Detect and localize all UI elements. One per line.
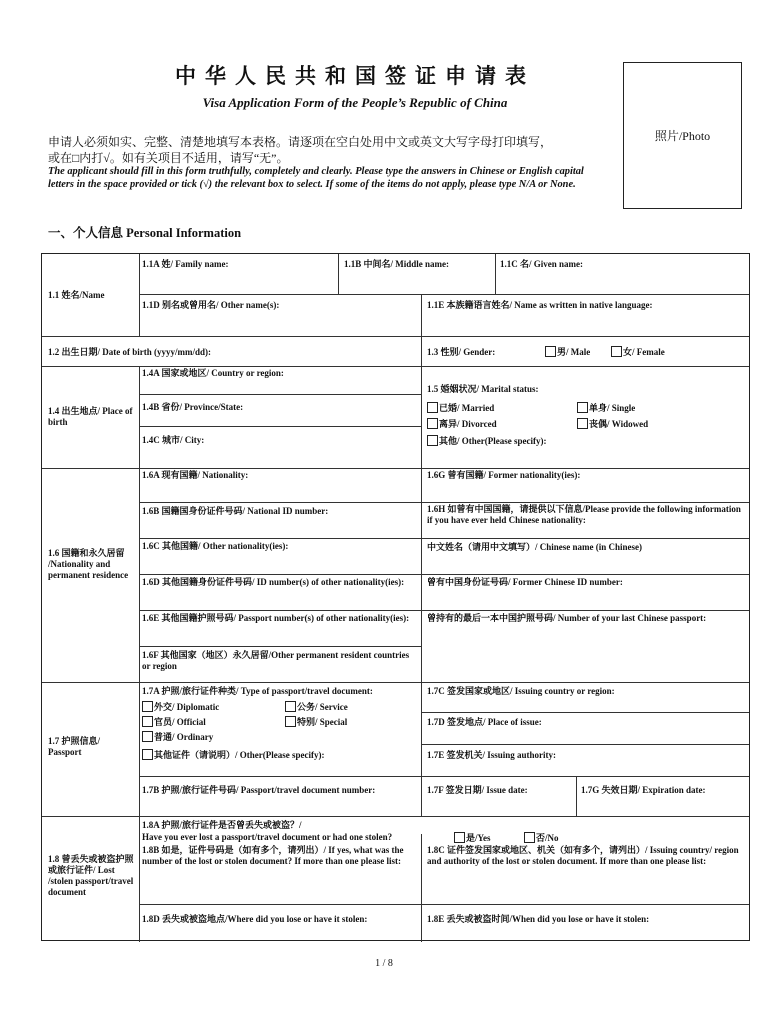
married-label: 已婚/ Married: [439, 403, 495, 413]
field-last-chinese-passport[interactable]: 曾持有的最后一本中国护照号码/ Number of your last Chinese passport:: [427, 613, 707, 623]
lost-no-option[interactable]: [524, 832, 559, 844]
special-label: 特别/ Special: [297, 717, 348, 727]
instructions-cn-line2: 或在□内打√。如有关项目不适用，请写“无”。: [48, 151, 289, 165]
field-1-7f-issue-date[interactable]: 1.7F 签发日期/ Issue date:: [427, 785, 528, 795]
instructions-chinese: [48, 134, 603, 166]
field-1-1b-middle-name[interactable]: 1.1B 中间名/ Middle name:: [344, 259, 449, 269]
service-label: 公务/ Service: [297, 702, 348, 712]
special-checkbox[interactable]: [285, 716, 296, 727]
marital-single-option[interactable]: [577, 402, 635, 414]
field-1-1a-family-name[interactable]: 1.1A 姓/ Family name:: [142, 259, 229, 269]
field-1-1d-other-names[interactable]: 1.1D 别名或曾用名/ Other name(s):: [142, 300, 280, 310]
field-1-8-lost-stolen: 1.8 曾丢失或被盗护照或旅行证件/ Lost /stolen passport/travel document: [48, 854, 134, 897]
field-chinese-name[interactable]: 中文姓名（请用中文填写）/ Chinese name (in Chinese): [427, 542, 643, 552]
photo-label: 照片/Photo: [654, 129, 711, 143]
field-1-6-nationality-residence: 1.6 国籍和永久居留 /Nationality and permanent residence: [48, 548, 129, 580]
female-label: 女/ Female: [623, 347, 665, 357]
doc-ordinary-option[interactable]: [142, 731, 213, 743]
service-checkbox[interactable]: [285, 701, 296, 712]
field-1-8a-question-cn: 1.8A 护照/旅行证件是否曾丢失或被盗？/: [142, 820, 302, 830]
widowed-label: 丧偶/ Widowed: [589, 419, 649, 429]
photo-box: [623, 62, 742, 209]
field-1-1-name: 1.1 姓名/Name: [48, 290, 105, 300]
official-label: 官员/ Official: [154, 717, 206, 727]
field-1-8c-issuing-authority[interactable]: 1.8C 证件签发国家或地区、机关（如有多个，请列出）/ Issuing country/ region and authority of the lost or stolen document. If more than one please list:: [427, 845, 739, 866]
divorced-checkbox[interactable]: [427, 418, 438, 429]
lost-yes-option[interactable]: [454, 832, 491, 844]
divorced-label: 离异/ Divorced: [439, 419, 497, 429]
field-1-1c-given-name[interactable]: 1.1C 名/ Given name:: [500, 259, 583, 269]
diplomatic-checkbox[interactable]: [142, 701, 153, 712]
field-1-6c-other-nationality[interactable]: 1.6C 其他国籍/ Other nationality(ies):: [142, 541, 289, 551]
field-1-7-passport: 1.7 护照信息/ Passport: [48, 736, 101, 757]
other-marital-checkbox[interactable]: [427, 435, 438, 446]
field-1-5-marital-status: 1.5 婚姻状况/ Marital status:: [427, 384, 539, 394]
field-1-6h-chinese-nationality: 1.6H 如曾有中国国籍，请提供以下信息/Please provide the following information if you have ever held Chinese nationality:: [427, 504, 741, 525]
field-1-6d-other-id[interactable]: 1.6D 其他国籍身份证件号码/ ID number(s) of other nationality(ies):: [142, 577, 405, 587]
field-1-4-place-of-birth: 1.4 出生地点/ Place of birth: [48, 406, 133, 427]
field-1-7e-issuing-authority[interactable]: 1.7E 签发机关/ Issuing authority:: [427, 750, 557, 760]
field-1-6f-permanent-residence[interactable]: 1.6F 其他国家（地区）永久居留/Other permanent resident countries or region: [142, 650, 410, 671]
field-1-6e-other-passport[interactable]: 1.6E 其他国籍护照号码/ Passport number(s) of other nationality(ies):: [142, 613, 410, 623]
doc-other-option[interactable]: [142, 749, 324, 761]
field-1-6a-nationality[interactable]: 1.6A 现有国籍/ Nationality:: [142, 470, 249, 480]
section-personal-information-title: 一、个人信息 Personal Information: [48, 226, 242, 240]
diplomatic-label: 外交/ Diplomatic: [154, 702, 220, 712]
field-former-chinese-id[interactable]: 曾有中国身份证号码/ Former Chinese ID number:: [427, 577, 623, 587]
official-checkbox[interactable]: [142, 716, 153, 727]
female-checkbox[interactable]: [611, 346, 622, 357]
field-1-6g-former-nationality[interactable]: 1.6G 曾有国籍/ Former nationality(ies):: [427, 470, 581, 480]
other-marital-label: 其他/ Other(Please specify):: [439, 436, 547, 446]
field-1-7c-issuing-country[interactable]: 1.7C 签发国家或地区/ Issuing country or region:: [427, 686, 615, 696]
ordinary-checkbox[interactable]: [142, 731, 153, 742]
single-label: 单身/ Single: [589, 403, 636, 413]
form-title-english: Visa Application Form of the People’s Republic of China: [202, 95, 508, 110]
marital-other-option[interactable]: [427, 435, 546, 447]
doc-special-option[interactable]: [285, 716, 347, 728]
yes-label: 是/Yes: [466, 833, 491, 843]
no-label: 否/No: [536, 833, 559, 843]
doc-diplomatic-option[interactable]: [142, 701, 219, 713]
page-number: 1 / 8: [375, 958, 393, 969]
yes-checkbox[interactable]: [454, 832, 465, 843]
gender-male-option[interactable]: [545, 346, 590, 358]
field-1-7a-document-type: 1.7A 护照/旅行证件种类/ Type of passport/travel document:: [142, 686, 373, 696]
male-label: 男/ Male: [557, 347, 591, 357]
field-1-3-gender: 1.3 性别/ Gender:: [427, 347, 496, 357]
marital-widowed-option[interactable]: [577, 418, 648, 430]
male-checkbox[interactable]: [545, 346, 556, 357]
field-1-6b-national-id[interactable]: 1.6B 国籍国身份证件号码/ National ID number:: [142, 506, 329, 516]
instructions-english: The applicant should fill in this form truthfully, completely and clearly. Please type the answers in Chinese or English capital letters in the space provided or tick (√) the relevant box to select. If some of the items do not apply, please type N/A or None.: [48, 166, 584, 190]
field-1-7g-expiration-date[interactable]: 1.7G 失效日期/ Expiration date:: [581, 785, 706, 795]
single-checkbox[interactable]: [577, 402, 588, 413]
married-checkbox[interactable]: [427, 402, 438, 413]
gender-female-option[interactable]: [611, 346, 665, 358]
field-1-4a-country[interactable]: 1.4A 国家或地区/ Country or region:: [142, 368, 284, 378]
field-1-7b-document-number[interactable]: 1.7B 护照/旅行证件号码/ Passport/travel document number:: [142, 785, 376, 795]
field-1-1e-native-name[interactable]: 1.1E 本族籍语言姓名/ Name as written in native language:: [427, 300, 653, 310]
doc-official-option[interactable]: [142, 716, 206, 728]
marital-divorced-option[interactable]: [427, 418, 497, 430]
personal-information-form: [41, 253, 750, 941]
instructions-cn-line1: 申请人必须如实、完整、清楚地填写本表格。请逐项在空白处用中文或英文大写字母打印填写，: [48, 135, 553, 149]
form-title-chinese: 中华人民共和国签证申请表: [175, 64, 535, 88]
marital-married-option[interactable]: [427, 402, 494, 414]
other-doc-checkbox[interactable]: [142, 749, 153, 760]
field-1-7d-place-of-issue[interactable]: 1.7D 签发地点/ Place of issue:: [427, 717, 542, 727]
field-1-4b-province[interactable]: 1.4B 省份/ Province/State:: [142, 402, 244, 412]
doc-service-option[interactable]: [285, 701, 348, 713]
widowed-checkbox[interactable]: [577, 418, 588, 429]
no-checkbox[interactable]: [524, 832, 535, 843]
field-1-8e-lost-time[interactable]: 1.8E 丢失或被盗时间/When did you lose or have it stolen:: [427, 914, 650, 924]
other-doc-label: 其他证件（请说明）/ Other(Please specify):: [154, 750, 325, 760]
field-1-4c-city[interactable]: 1.4C 城市/ City:: [142, 435, 205, 445]
field-1-2-date-of-birth[interactable]: 1.2 出生日期/ Date of birth (yyyy/mm/dd):: [48, 347, 211, 357]
ordinary-label: 普通/ Ordinary: [154, 732, 214, 742]
field-1-8d-lost-place[interactable]: 1.8D 丢失或被盗地点/Where did you lose or have it stolen:: [142, 914, 368, 924]
field-1-8a-question-en: Have you ever lost a passport/travel document or had one stolen?: [142, 832, 393, 842]
field-1-8b-lost-number[interactable]: 1.8B 如是，证件号码是（如有多个，请列出）/ If yes, what was the number of the lost or stolen document? If more than one please list:: [142, 845, 404, 866]
